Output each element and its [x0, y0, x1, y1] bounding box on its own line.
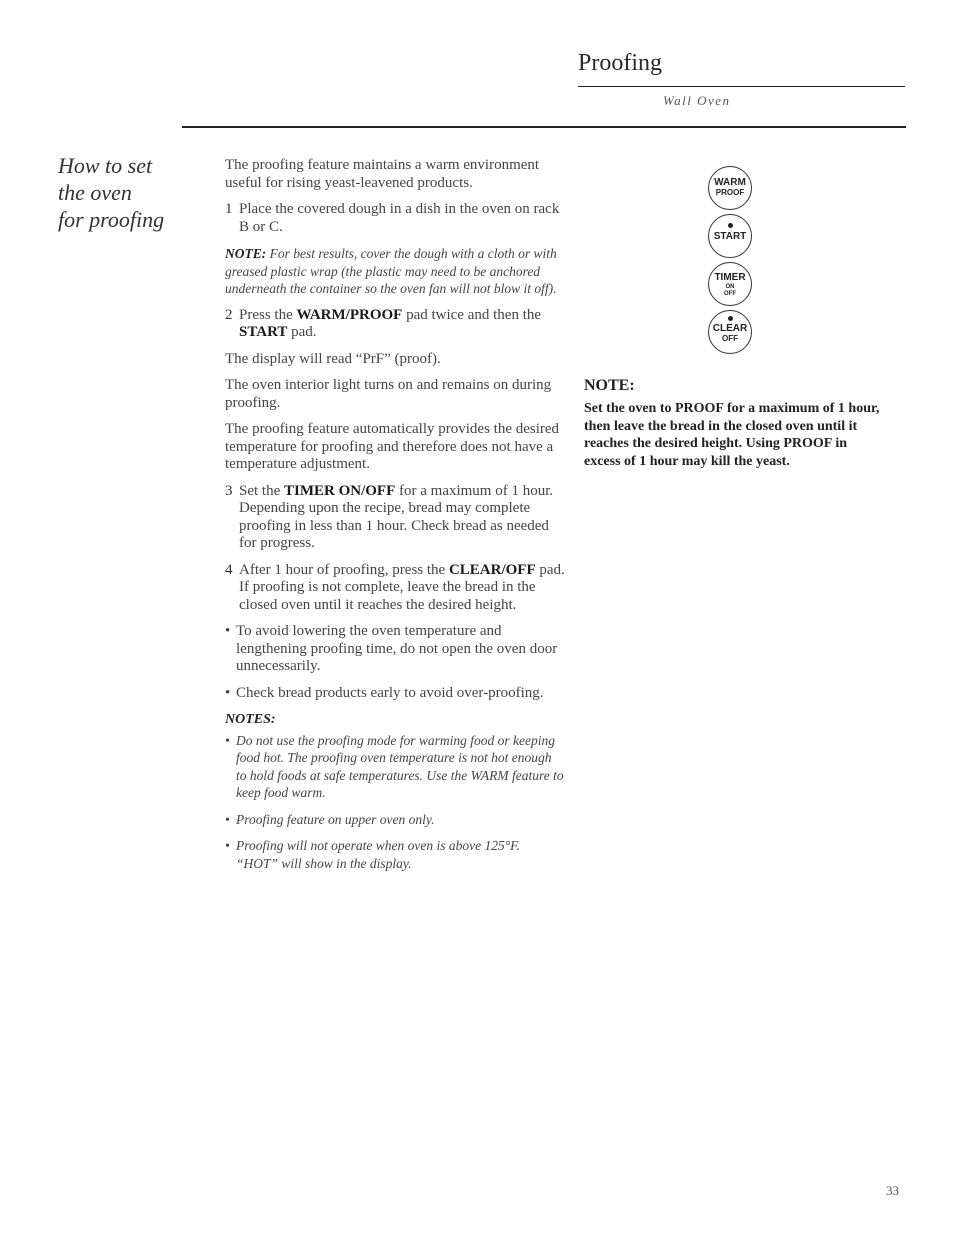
step-text-part: Press the: [239, 306, 297, 323]
note-text: For best results, cover the dough with a cloth or with greased plastic wrap (the plastic may need to be anchored underneath the container so the oven fan will not blow it off).: [225, 246, 557, 296]
notes-text: Proofing will not operate when oven is above 125°F. “HOT” will show in the display.: [236, 838, 520, 871]
intro-paragraph: The proofing feature maintains a warm environment useful for rising yeast-leavened products.: [225, 157, 540, 191]
tip-item: [225, 685, 565, 703]
step-text-part: pad. If proofing is not complete, leave the bread in the closed oven until it reaches the desired height.: [239, 561, 565, 613]
side-note-label: NOTE:: [584, 377, 635, 394]
bullet-icon: •: [225, 732, 230, 748]
tip-item: [225, 623, 565, 676]
tip-text: To avoid lowering the oven temperature and lengthening proofing time, do not open the oven door unnecessarily.: [236, 623, 558, 674]
section-heading-line: the oven: [58, 180, 132, 205]
step-text: [239, 562, 565, 615]
step-number: 1: [225, 201, 233, 217]
indicator-dot-icon: [728, 316, 733, 321]
indicator-dot-icon: [728, 223, 733, 228]
page-title: Proofing: [578, 50, 662, 76]
pad-label: TIMER: [714, 272, 746, 283]
step-number: 3: [225, 482, 233, 499]
instructions-column: [225, 157, 565, 881]
dough-note: [225, 245, 565, 298]
section-heading-line: for proofing: [58, 207, 165, 232]
section-divider: [182, 126, 906, 128]
section-heading-line: How to set: [58, 153, 153, 178]
bullet-icon: •: [225, 811, 230, 827]
notes-item: [225, 732, 565, 802]
pad-name: CLEAR/OFF: [448, 561, 536, 578]
step-number: 2: [225, 306, 233, 323]
step-text: Place the covered dough in a dish in the oven on rack B or C.: [239, 201, 560, 235]
pad-name: WARM/PROOF: [296, 306, 403, 323]
step-text-part: After 1 hour of proofing, press the: [239, 561, 449, 578]
warm-proof-pad-icon: [708, 166, 752, 210]
pad-label: START: [713, 231, 747, 242]
bullet-icon: •: [225, 684, 231, 701]
light-paragraph: The oven interior light turns on and remains on during proofing.: [225, 377, 552, 411]
step-text-part: pad.: [287, 324, 317, 340]
side-note-text: Set the oven to PROOF for a maximum of 1 hour, then leave the bread in the closed oven until it reaches the desired height. Using PROOF in excess of 1 hour may kill the yeast.: [584, 401, 880, 469]
display-paragraph: The display will read “PrF” (proof).: [225, 350, 441, 367]
notes-item: [225, 811, 565, 829]
step-1: [225, 201, 565, 236]
step-4: [225, 562, 565, 615]
timer-pad-icon: [708, 262, 752, 306]
step-2: [225, 307, 565, 342]
pad-label: PROOF: [715, 188, 745, 197]
pad-label: CLEAR: [712, 323, 748, 334]
step-text-part: Set the: [239, 482, 284, 499]
pad-label: OFF: [724, 291, 736, 297]
pad-name: TIMER ON/OFF: [284, 482, 396, 499]
bullet-icon: •: [225, 623, 231, 639]
step-number: 4: [225, 561, 233, 578]
header-divider: [578, 86, 905, 87]
clear-off-pad-icon: [708, 310, 752, 354]
notes-item: [225, 837, 565, 872]
step-text-part: for a maximum of 1 hour. Depending upon the recipe, bread may complete proofing in less than 1 hour. Check bread as needed for progress.: [239, 482, 554, 551]
page-number: 33: [886, 1183, 899, 1198]
note-label: NOTE:: [225, 246, 267, 261]
step-text-part: pad twice and then the: [402, 306, 542, 323]
step-3: [225, 483, 565, 553]
notes-text: Proofing feature on upper oven only.: [236, 811, 435, 827]
page-subtitle: Wall Oven: [663, 93, 731, 108]
tip-text: Check bread products early to avoid over-proofing.: [236, 684, 544, 701]
notes-text: Do not use the proofing mode for warming food or keeping food hot. The proofing oven temperature is not hot enough to hold foods at safe temperatures. Use the WARM feature to keep food warm.: [236, 732, 564, 800]
start-pad-icon: [708, 214, 752, 258]
pad-label: OFF: [722, 334, 738, 343]
step-text: [239, 483, 565, 553]
pad-name: START: [239, 324, 288, 340]
step-text: [239, 307, 565, 342]
pad-label: WARM: [714, 177, 746, 188]
notes-label: NOTES:: [225, 712, 276, 727]
bullet-icon: •: [225, 838, 230, 853]
section-heading: [58, 152, 208, 233]
side-note: [584, 377, 884, 470]
pad-label: ON: [725, 284, 735, 290]
auto-temp-paragraph: The proofing feature automatically provides the desired temperature for proofing and therefore does not have a temperature adjustment.: [225, 421, 560, 472]
